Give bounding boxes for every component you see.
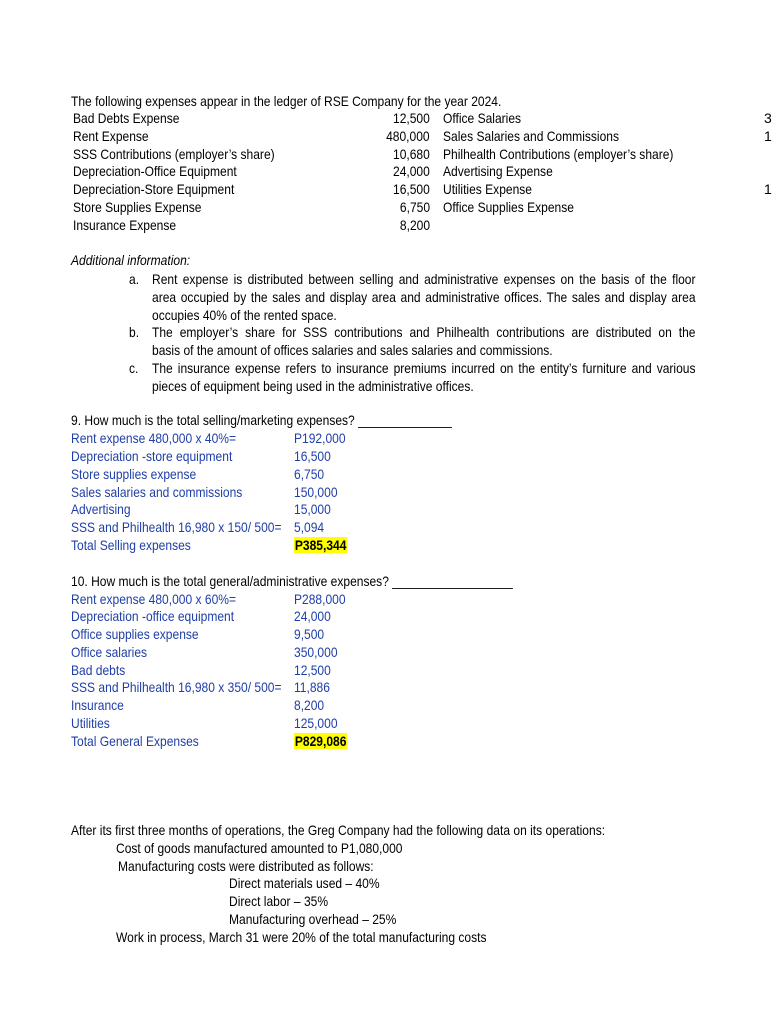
q9-row-value: 15,000 bbox=[294, 501, 331, 517]
greg-cogm: Cost of goods manufactured amounted to P1,080,000 bbox=[116, 840, 403, 856]
greg-intro: After its first three months of operations, the Greg Company had the following data on its operations: bbox=[71, 822, 606, 838]
q9-row-value: 6,750 bbox=[294, 466, 325, 482]
question-9: 9. How much is the total selling/marketing expenses? ______________ bbox=[71, 412, 452, 428]
ledger-right-name: Office Salaries bbox=[443, 110, 522, 126]
q10-row-label: Rent expense 480,000 x 60%= bbox=[71, 591, 237, 607]
greg-item: Direct labor – 35% bbox=[229, 893, 329, 909]
q9-row-label: Rent expense 480,000 x 40%= bbox=[71, 430, 237, 446]
ledger-left-amount: 480,000 bbox=[386, 128, 430, 144]
greg-item: Manufacturing overhead – 25% bbox=[229, 911, 397, 927]
ledger-left-amount: 10,680 bbox=[393, 146, 430, 162]
ledger-right-name: Office Supplies Expense bbox=[443, 199, 574, 215]
q10-row-label: Depreciation -office equipment bbox=[71, 608, 235, 624]
ledger-left-name: Bad Debts Expense bbox=[73, 110, 180, 126]
ledger-left-name: Insurance Expense bbox=[73, 217, 177, 233]
greg-item: Direct materials used – 40% bbox=[229, 875, 380, 891]
paragraph-line: basis of the amount of offices salaries and sales salaries and commissions. bbox=[152, 342, 553, 358]
q9-row-value: 5,094 bbox=[294, 519, 325, 535]
q9-total-value bbox=[294, 536, 347, 554]
additional-heading: Additional information: bbox=[71, 252, 191, 268]
q10-row-value: P288,000 bbox=[294, 591, 346, 607]
q10-row-label: Bad debts bbox=[71, 662, 126, 678]
q10-row-value: 24,000 bbox=[294, 608, 331, 624]
q10-row-value: 125,000 bbox=[294, 715, 338, 731]
q10-total-value bbox=[294, 732, 347, 750]
q10-row-value: 12,500 bbox=[294, 662, 331, 678]
ledger-left-amount: 16,500 bbox=[393, 181, 430, 197]
item-marker: b. bbox=[129, 324, 140, 340]
q10-row-label: Insurance bbox=[71, 697, 124, 713]
paragraph-line: The employer’s share for SSS contributions and Philhealth contributions are distributed on the bbox=[152, 324, 696, 340]
ledger-left-amount: 8,200 bbox=[399, 217, 430, 233]
highlighted-total: P385,344 bbox=[294, 537, 347, 553]
greg-distribution: Manufacturing costs were distributed as follows: bbox=[118, 858, 374, 874]
ledger-left-amount: 24,000 bbox=[393, 163, 430, 179]
q9-row-label: Sales salaries and commissions bbox=[71, 484, 243, 500]
paragraph-line: occupies 40% of the rented space. bbox=[152, 307, 337, 323]
ledger-right-name: Sales Salaries and Commissions bbox=[443, 128, 619, 144]
ledger-left-amount: 6,750 bbox=[399, 199, 430, 215]
ledger-right-name: Philhealth Contributions (employer’s share) bbox=[443, 146, 674, 162]
paragraph-line: The insurance expense refers to insurance premiums incurred on the entity’s furniture and various bbox=[152, 360, 696, 376]
item-marker: c. bbox=[129, 360, 139, 376]
q9-row-label: Advertising bbox=[71, 501, 131, 517]
additional-item-b bbox=[152, 323, 696, 359]
cutoff-fragment: 1 bbox=[764, 181, 772, 197]
q10-row-label: Office salaries bbox=[71, 644, 148, 660]
q9-row-value: 16,500 bbox=[294, 448, 331, 464]
item-marker: a. bbox=[129, 271, 140, 287]
ledger-left-name: Store Supplies Expense bbox=[73, 199, 202, 215]
ledger-left-name: Depreciation-Office Equipment bbox=[73, 163, 237, 179]
q9-row-value: 150,000 bbox=[294, 484, 338, 500]
cutoff-fragment: 1 bbox=[764, 128, 772, 144]
q9-row-label: Depreciation -store equipment bbox=[71, 448, 233, 464]
ledger-right-name: Utilities Expense bbox=[443, 181, 533, 197]
paragraph-line: area occupied by the sales and display area and administrative offices. The sales and display area bbox=[152, 289, 696, 305]
q9-total-label: Total Selling expenses bbox=[71, 537, 191, 553]
paragraph-line: pieces of equipment being used in the administrative offices. bbox=[152, 378, 474, 394]
highlighted-total: P829,086 bbox=[294, 733, 347, 749]
cutoff-fragment: 3 bbox=[764, 110, 772, 126]
additional-item-a bbox=[152, 270, 696, 324]
intro-text: The following expenses appear in the ledger of RSE Company for the year 2024. bbox=[71, 93, 502, 109]
paragraph-line: Rent expense is distributed between selling and administrative expenses on the basis of the floor bbox=[152, 271, 696, 287]
q10-row-value: 11,886 bbox=[294, 679, 330, 695]
q10-row-label: Office supplies expense bbox=[71, 626, 199, 642]
q9-row-label: Store supplies expense bbox=[71, 466, 197, 482]
q10-row-value: 9,500 bbox=[294, 626, 325, 642]
ledger-right-name: Advertising Expense bbox=[443, 163, 553, 179]
greg-wip: Work in process, March 31 were 20% of the total manufacturing costs bbox=[116, 929, 487, 945]
q9-row-label: SSS and Philhealth 16,980 x 150/ 500= bbox=[71, 519, 282, 535]
q10-row-value: 8,200 bbox=[294, 697, 325, 713]
ledger-left-amount: 12,500 bbox=[393, 110, 430, 126]
q10-row-label: Utilities bbox=[71, 715, 110, 731]
ledger-left-name: Rent Expense bbox=[73, 128, 149, 144]
q10-row-label: SSS and Philhealth 16,980 x 350/ 500= bbox=[71, 679, 282, 695]
additional-item-c bbox=[152, 359, 696, 395]
question-10: 10. How much is the total general/administrative expenses? __________________ bbox=[71, 573, 513, 589]
ledger-left-name: Depreciation-Store Equipment bbox=[73, 181, 235, 197]
q10-total-label: Total General Expenses bbox=[71, 733, 199, 749]
ledger-left-name: SSS Contributions (employer’s share) bbox=[73, 146, 275, 162]
q10-row-value: 350,000 bbox=[294, 644, 338, 660]
q9-row-value: P192,000 bbox=[294, 430, 346, 446]
